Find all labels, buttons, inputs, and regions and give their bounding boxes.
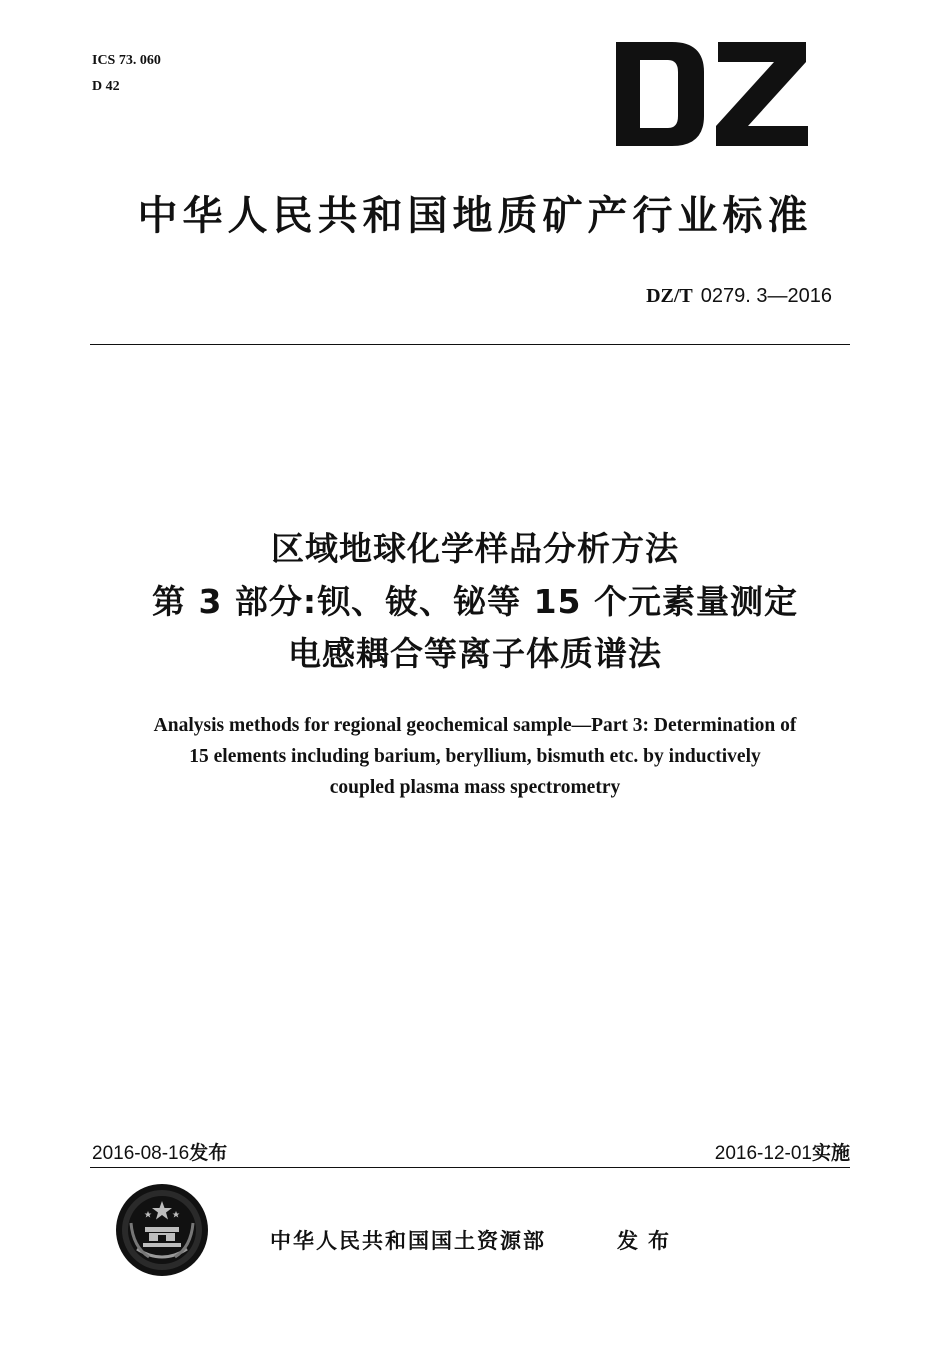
standard-title: 中华人民共和国地质矿产行业标准 [137, 193, 813, 239]
top-divider [90, 344, 850, 345]
chinese-title-line-2: 第 3 部分:钡、铍、铋等 15 个元素量测定 [151, 582, 799, 621]
standard-number-prefix: DZ/T [646, 285, 693, 307]
standard-number-value: 0279. 3—2016 [700, 285, 832, 307]
publisher-name: 中华人民共和国国土资源部 [270, 1229, 546, 1253]
national-emblem-seal [115, 1183, 209, 1277]
english-title-line-3: coupled plasma mass spectrometry [329, 777, 621, 798]
english-title-line-2: 15 elements including barium, beryllium, bismuth etc. by inductively [189, 746, 761, 767]
standard-number [646, 282, 832, 309]
implementation-word: 实施 [811, 1142, 850, 1164]
issue-date-value: 2016-08-16 [92, 1143, 190, 1164]
issue-date [92, 1140, 227, 1167]
ics-code: ICS 73. 060 [92, 53, 161, 68]
implementation-date-value: 2016-12-01 [714, 1143, 812, 1164]
english-title-line-1: Analysis methods for regional geochemical sample—Part 3: Determination of [153, 715, 797, 736]
classification-code: D 42 [92, 79, 120, 94]
implementation-date [715, 1140, 850, 1167]
dz-logo [614, 40, 810, 148]
issue-word: 发布 [189, 1142, 228, 1164]
bottom-divider [90, 1167, 850, 1168]
chinese-title-line-1: 区域地球化学样品分析方法 [271, 529, 679, 568]
chinese-title-line-3: 电感耦合等离子体质谱法 [288, 634, 662, 673]
publish-word: 发布 [617, 1229, 679, 1253]
